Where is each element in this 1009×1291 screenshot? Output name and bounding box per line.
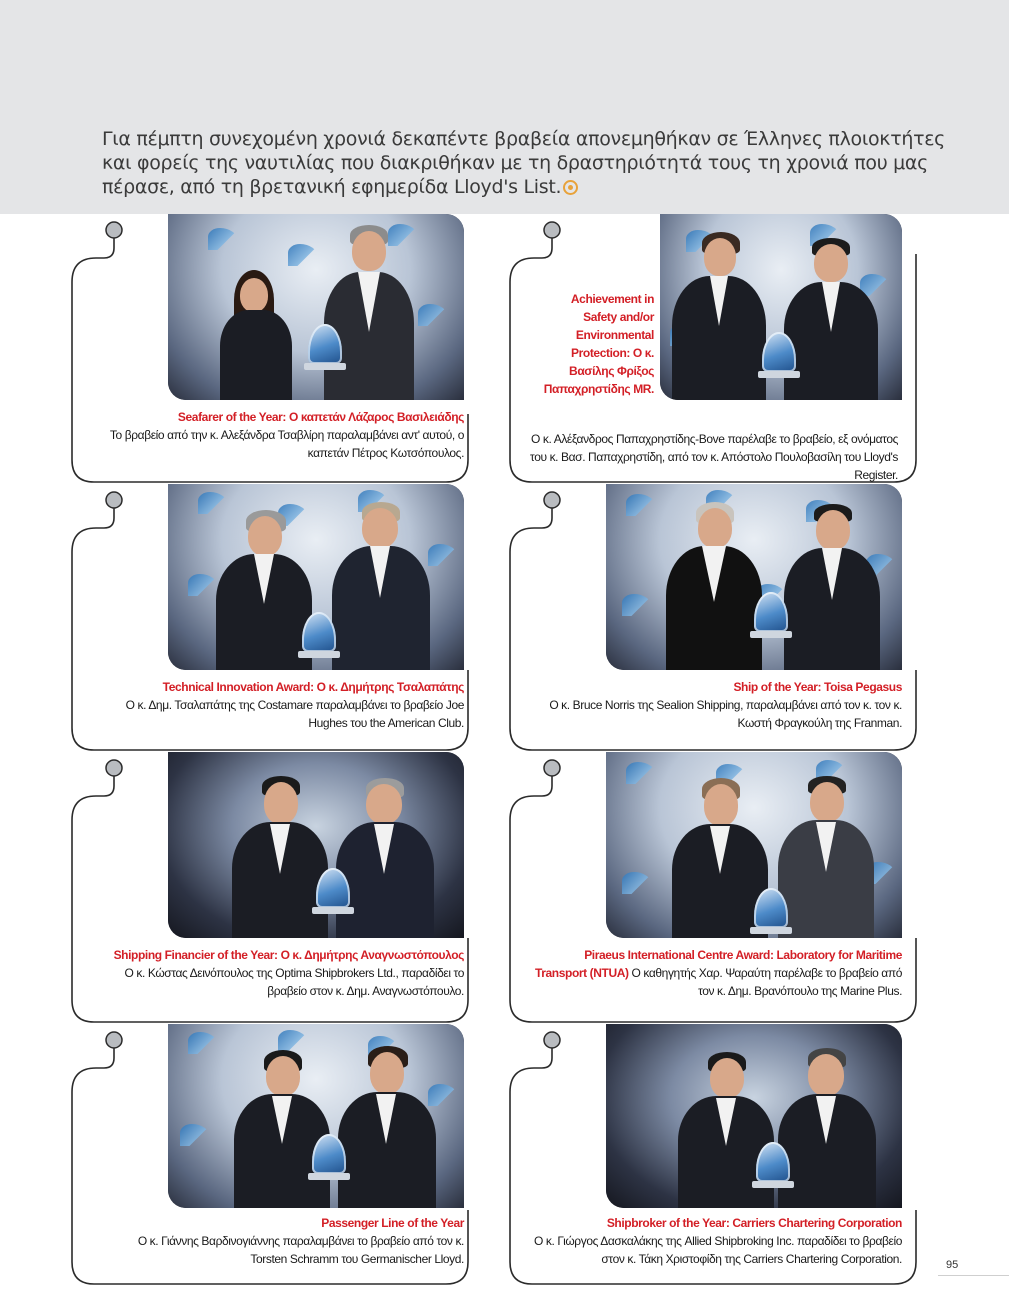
caption-shipbroker [518, 1214, 902, 1268]
award-title: Seafarer of the Year: Ο καπετάν Λάζαρος Βασιλειάδης [177, 410, 464, 424]
award-card-seafarer [70, 214, 470, 484]
award-text: Ο κ. Αλέξανδρος Παπαχρηστίδης-Bove παρέλαβε το βραβείο, εξ ονόματος του κ. Βασ. Παπαχρηστίδη, από τον κ. Απόστολο Πουλοβασίλη του Lloyd's Register. [530, 432, 898, 482]
award-photo-shipbroker [606, 1024, 902, 1208]
award-title: Achievement in Safety and/or Environmental Protection: Ο κ. Βασίλης Φρίξος Παπαχρηστίδης MR. [543, 292, 654, 396]
award-card-financier [70, 752, 470, 1024]
award-card-passenger [70, 1024, 470, 1286]
award-title: Shipping Financier of the Year: Ο κ. Δημήτρης Αναγνωστόπουλος [113, 948, 464, 962]
award-photo-financier [168, 752, 464, 938]
award-card-safety [508, 214, 918, 484]
award-text: Ο κ. Γιώργος Δασκαλάκης της Allied Shipbroking Inc. παραδίδει το βραβείο στον κ. Τάκη Χριστοφίδη της Carriers Chartering Corporation. [534, 1234, 902, 1266]
caption-ship [538, 678, 902, 732]
caption-piraeus [530, 946, 902, 1000]
end-mark-icon [563, 180, 578, 195]
award-photo-passenger [168, 1024, 464, 1208]
award-title: Passenger Line of the Year [321, 1216, 464, 1230]
award-card-piraeus [508, 752, 918, 1024]
award-title: Ship of the Year: Toisa Pegasus [733, 680, 902, 694]
award-text: Ο κ. Δημ. Τσαλαπάτης της Costamare παραλαμβάνει το βραβείο Joe Hughes του the American Club. [125, 698, 464, 730]
caption-technical [100, 678, 464, 732]
award-card-shipbroker [508, 1024, 918, 1286]
award-text: Το βραβείο από την κ. Αλεξάνδρα Τσαβλίρη παραλαμβάνει αντ' αυτού, ο καπετάν Πέτρος Κωτσόπουλος. [109, 428, 464, 460]
caption-financier [100, 946, 464, 1000]
award-text: Ο κ. Κώστας Δεινόπουλος της Optima Shipbrokers Ltd., παραδίδει το βραβείο στον κ. Δημ. Αναγνωστόπουλο. [124, 966, 464, 998]
award-text: Ο κ. Bruce Norris της Sealion Shipping, παραλαμβάνει από τον κ. τον κ. Κωστή Φραγκούλη της Franman. [549, 698, 902, 730]
award-title: Technical Innovation Award: Ο κ. Δημήτρης Τσαλαπάτης [162, 680, 464, 694]
award-title: Piraeus International Centre Award: Laboratory for Maritime Transport (NTUA) [535, 948, 902, 980]
caption-safety-title [538, 290, 654, 398]
award-text: Ο καθηγητής Χαρ. Ψαραύτη παρέλαβε το βραβείο από τον κ. Δημ. Βρανόπουλο της Marine Plus. [631, 966, 902, 998]
page-rule [938, 1275, 1009, 1276]
award-photo-ship [606, 484, 902, 670]
award-photo-technical [168, 484, 464, 670]
award-photo-piraeus [606, 752, 902, 938]
caption-passenger [100, 1214, 464, 1268]
intro-paragraph: Για πέμπτη συνεχομένη χρονιά δεκαπέντε βραβεία απονεμηθήκαν σε Έλληνες πλοιοκτήτες και φορείς της ναυτιλίας που διακριθήκαν με τη δραστηριότητά τους τη χρονιά που μας πέρασε, από τη βρετανική εφημερίδα Lloyd's List. [102, 128, 946, 198]
award-title: Shipbroker of the Year: Carriers Chartering Corporation [606, 1216, 902, 1230]
page-number: 95 [946, 1259, 959, 1271]
award-photo-seafarer [168, 214, 464, 400]
award-photo-safety [660, 214, 902, 400]
award-card-technical [70, 484, 470, 752]
caption-seafarer [100, 408, 464, 462]
caption-safety [518, 430, 898, 484]
award-text: Ο κ. Γιάννης Βαρδινογιάννης παραλαμβάνει το βραβείο από τον κ. Torsten Schramm του Germanischer Lloyd. [137, 1234, 464, 1266]
award-card-ship [508, 484, 918, 752]
